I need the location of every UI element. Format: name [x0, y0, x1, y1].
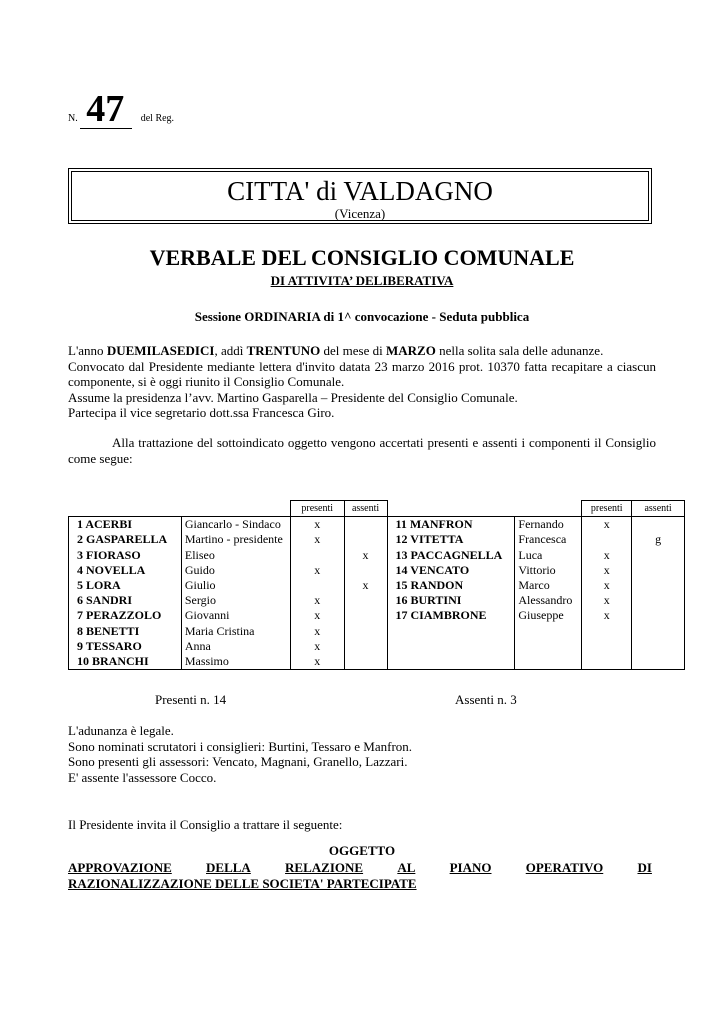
session-line: Sessione ORDINARIA di 1^ convocazione - Seduta pubblica — [194, 309, 530, 324]
present-mark — [582, 654, 632, 670]
register-suffix: del Reg. — [140, 113, 175, 124]
member-name: 16 BURTINI — [387, 593, 515, 608]
member-first-name: Guido — [181, 563, 290, 578]
table-row — [69, 639, 685, 654]
intro-line-4: Partecipa il vice segretario dott.ssa Francesca Giro. — [68, 405, 335, 420]
attendance-intro: Alla trattazione del sottoindicato oggetto vengono accertati presenti e assenti i componenti il Consiglio come segue: — [68, 435, 656, 466]
absent-mark — [344, 624, 387, 639]
present-total: Presenti n. 14 — [155, 692, 227, 707]
absent-mark — [344, 593, 387, 608]
member-name: 15 RANDON — [387, 578, 515, 593]
month-text: MARZO — [386, 343, 436, 358]
member-name: 3 FIORASO — [69, 548, 182, 563]
table-row — [69, 578, 685, 593]
member-name: 12 VITETTA — [387, 532, 515, 547]
member-first-name: Fernando — [515, 517, 582, 533]
member-first-name: Giuseppe — [515, 608, 582, 623]
absent-total: Assenti n. 3 — [455, 692, 517, 707]
intro-line-2: Convocato dal Presidente mediante lettera d'invito datata 23 marzo 2016 prot. 10370 fatta recapitare a ciascun componente, si è oggi riunito il Consiglio Comunale. — [68, 358, 656, 389]
present-mark — [582, 624, 632, 639]
member-name: 13 PACCAGNELLA — [387, 548, 515, 563]
absent-mark — [632, 624, 685, 639]
member-first-name — [515, 624, 582, 639]
intro-line-3: Assume la presidenza l’avv. Martino Gasparella – Presidente del Consiglio Comunale. — [68, 389, 518, 405]
oggetto-text — [68, 860, 652, 891]
table-row — [69, 593, 685, 608]
member-first-name: Sergio — [181, 593, 290, 608]
member-name — [387, 654, 515, 670]
member-first-name: Alessandro — [515, 593, 582, 608]
member-name: 1 ACERBI — [69, 517, 182, 533]
member-first-name: Vittorio — [515, 563, 582, 578]
member-name: 17 CIAMBRONE — [387, 608, 515, 623]
table-row — [69, 624, 685, 639]
member-first-name: Martino - presidente — [181, 532, 290, 547]
oggetto-word: OPERATIVO — [525, 860, 604, 875]
note-line: E' assente l'assessore Cocco. — [68, 769, 217, 785]
invite-line: Il Presidente invita il Consiglio a trattare il seguente: — [68, 817, 343, 832]
absent-mark — [344, 608, 387, 623]
oggetto-word: RELAZIONE — [285, 860, 364, 875]
header-absent-right: assenti — [632, 501, 685, 517]
present-mark — [582, 639, 632, 654]
absent-mark — [344, 517, 387, 533]
present-mark: x — [290, 654, 344, 670]
member-first-name: Maria Cristina — [181, 624, 290, 639]
absent-mark — [344, 532, 387, 547]
member-name: 8 BENETTI — [69, 624, 182, 639]
notes-block — [68, 723, 656, 785]
present-mark: x — [582, 593, 632, 608]
oggetto-word: AL — [397, 860, 416, 875]
absent-mark — [632, 639, 685, 654]
member-name: 6 SANDRI — [69, 593, 182, 608]
member-name — [387, 639, 515, 654]
member-first-name: Giovanni — [181, 608, 290, 623]
present-mark: x — [290, 639, 344, 654]
oggetto-heading: OGGETTO — [328, 843, 396, 858]
member-name: 14 VENCATO — [387, 563, 515, 578]
document-title: VERBALE DEL CONSIGLIO COMUNALE — [149, 245, 575, 270]
city-header-box — [68, 168, 652, 224]
intro-paragraph — [68, 343, 656, 421]
absent-mark — [632, 654, 685, 670]
member-first-name — [515, 639, 582, 654]
table-header-row — [69, 501, 685, 517]
absent-mark — [632, 517, 685, 533]
present-mark: x — [582, 578, 632, 593]
member-first-name: Massimo — [181, 654, 290, 670]
day-text: TRENTUNO — [246, 343, 321, 358]
absent-mark — [344, 563, 387, 578]
member-first-name: Eliseo — [181, 548, 290, 563]
note-line: Sono presenti gli assessori: Vencato, Magnani, Granello, Lazzari. — [68, 754, 408, 769]
present-mark — [290, 578, 344, 593]
absent-mark — [632, 593, 685, 608]
header-present-left: presenti — [290, 501, 344, 517]
member-name — [387, 624, 515, 639]
present-mark: x — [290, 563, 344, 578]
header-absent-left: assenti — [344, 501, 387, 517]
present-mark: x — [290, 517, 344, 533]
member-first-name: Giancarlo - Sindaco — [181, 517, 290, 533]
present-mark: x — [582, 548, 632, 563]
member-first-name: Marco — [515, 578, 582, 593]
present-mark: x — [582, 517, 632, 533]
member-first-name: Giulio — [181, 578, 290, 593]
present-mark: x — [290, 532, 344, 547]
header-present-right: presenti — [582, 501, 632, 517]
oggetto-line-1 — [68, 860, 652, 876]
absent-mark — [344, 654, 387, 670]
city-name: CITTA' di VALDAGNO — [227, 176, 493, 206]
note-line: L'adunanza è legale. — [68, 723, 174, 738]
member-first-name — [515, 654, 582, 670]
attendance-table — [68, 500, 685, 670]
register-number: 47 — [80, 90, 132, 129]
table-row — [69, 608, 685, 623]
register-number-line — [68, 90, 174, 129]
present-mark: x — [582, 563, 632, 578]
document-subtitle: DI ATTIVITA’ DELIBERATIVA — [270, 273, 454, 288]
oggetto-word: DI — [637, 860, 652, 875]
table-row — [69, 517, 685, 533]
absent-mark: x — [344, 578, 387, 593]
intro-line-1: L'anno DUEMILASEDICI, addì TRENTUNO del mese di MARZO nella solita sala delle adunanze. — [68, 343, 604, 358]
table-row — [69, 654, 685, 670]
register-prefix: N. — [68, 113, 78, 124]
oggetto-word: DELLA — [206, 860, 251, 875]
oggetto-word: PIANO — [449, 860, 492, 875]
member-name: 11 MANFRON — [387, 517, 515, 533]
absent-mark — [344, 639, 387, 654]
member-name: 4 NOVELLA — [69, 563, 182, 578]
absent-mark — [632, 608, 685, 623]
member-first-name: Anna — [181, 639, 290, 654]
table-row — [69, 548, 685, 563]
member-first-name: Francesca — [515, 532, 582, 547]
table-row — [69, 563, 685, 578]
present-mark — [290, 548, 344, 563]
note-line: Sono nominati scrutatori i consiglieri: Burtini, Tessaro e Manfron. — [68, 738, 413, 754]
present-mark: x — [582, 608, 632, 623]
year-text: DUEMILASEDICI — [106, 343, 215, 358]
absent-mark: x — [344, 548, 387, 563]
table-row — [69, 532, 685, 547]
present-mark: x — [290, 593, 344, 608]
absent-mark — [632, 563, 685, 578]
present-mark: x — [290, 624, 344, 639]
oggetto-line-2: RAZIONALIZZAZIONE DELLE SOCIETA' PARTECIPATE — [68, 875, 417, 891]
province-name: (Vicenza) — [334, 206, 386, 221]
member-name: 9 TESSARO — [69, 639, 182, 654]
absent-mark — [632, 578, 685, 593]
absent-mark — [632, 548, 685, 563]
member-first-name: Luca — [515, 548, 582, 563]
member-name: 2 GASPARELLA — [69, 532, 182, 547]
present-mark: x — [290, 608, 344, 623]
oggetto-word: APPROVAZIONE — [68, 860, 172, 875]
member-name: 10 BRANCHI — [69, 654, 182, 670]
absent-mark: g — [632, 532, 685, 547]
present-mark — [582, 532, 632, 547]
member-name: 5 LORA — [69, 578, 182, 593]
member-name: 7 PERAZZOLO — [69, 608, 182, 623]
